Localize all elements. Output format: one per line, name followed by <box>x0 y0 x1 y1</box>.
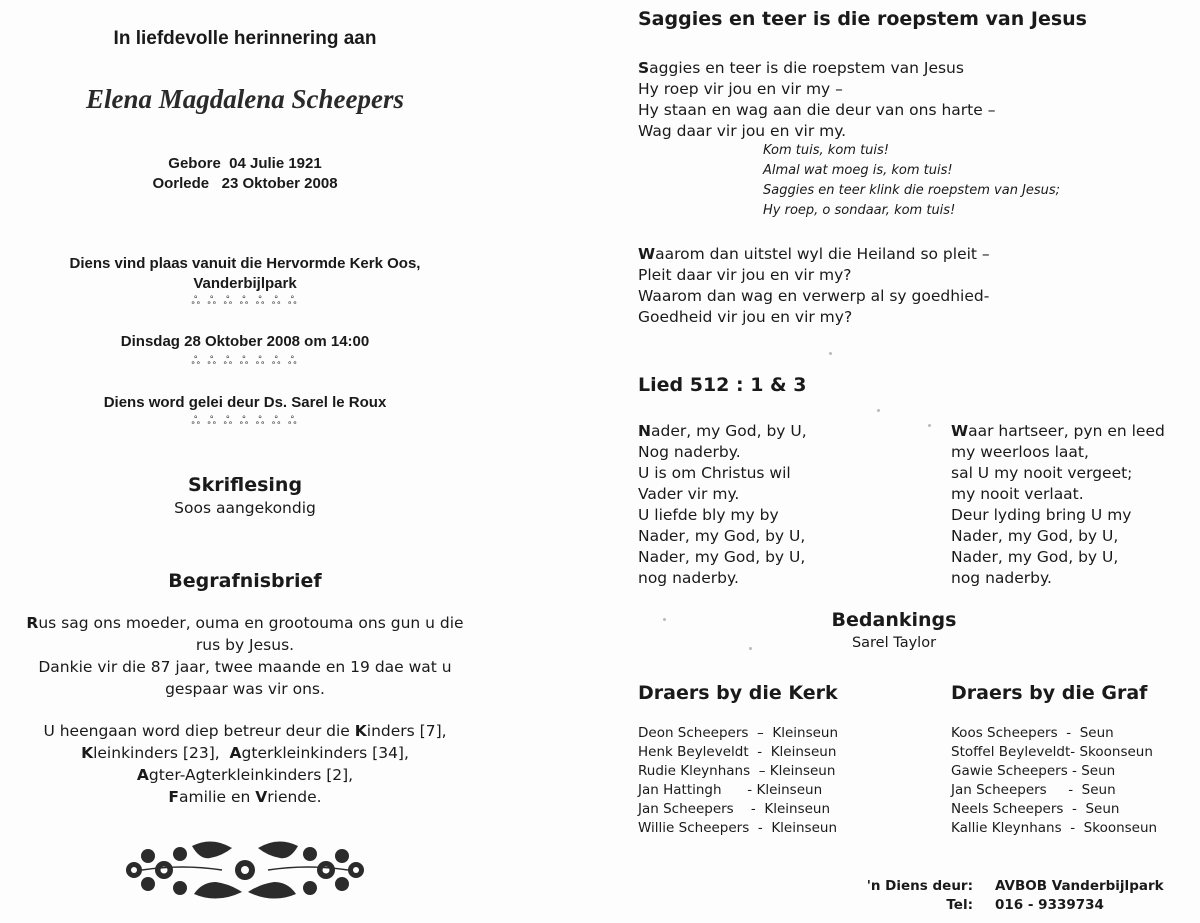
letter-paragraph-2: U heengaan word diep betreur deur die Kinders [7], Kleinkinders [23], Agterkleinkinders [34], Agter-Agterkleinkinders [2], Familie en Vriende. <box>43 722 447 806</box>
born-line: Gebore 04 Julie 1921 <box>168 155 322 172</box>
lied-verse-1: Nader, my God, by U, Nog naderby. U is om Christus wil Vader vir my. U liefde bly my by Nader, my God, by U, Nader, my God, by U, nog naderby. <box>638 422 807 587</box>
bearer-role: Seun <box>1079 725 1114 741</box>
bearer-role: Kleinseun <box>764 801 831 817</box>
bearer-name: Neels Scheepers <box>951 801 1064 817</box>
bearer-row <box>638 724 938 743</box>
thanks-name: Sarel Taylor <box>851 635 937 651</box>
deceased-name: Elena Magdalena Scheepers <box>85 84 404 114</box>
bearer-sep: - <box>1063 801 1086 817</box>
bearer-sep: - <box>1067 763 1082 779</box>
bearer-name: Gawie Scheepers <box>951 763 1068 779</box>
ornament-divider: ஃ ஃ ஃ ஃ ஃ ஃ ஃ <box>191 294 299 307</box>
bearer-row <box>638 762 938 781</box>
scan-speck <box>928 424 931 427</box>
bearer-sep: - <box>749 820 772 836</box>
venue-block: Diens vind plaas vanuit die Hervormde Kerk Oos, Vanderbijlpark <box>69 255 421 292</box>
bearer-role: Kleinseun <box>771 820 837 836</box>
letter-paragraph-1: Rus sag ons moeder, ouma en grootouma ons gun u die rus by Jesus. Dankie vir die 87 jaar, twee maande en 19 dae wat u gespaar was vir ons. <box>26 614 464 698</box>
bearer-row <box>638 781 938 800</box>
bearer-sep: - <box>748 744 771 760</box>
bearer-name: Kallie Kleynhans <box>951 820 1062 836</box>
bearer-sep: – <box>750 763 770 779</box>
service-by-label: 'n Diens deur: <box>866 878 973 894</box>
scan-speck <box>877 409 880 412</box>
bearer-role: Seun <box>1081 763 1116 779</box>
scan-speck <box>663 618 666 621</box>
reading-text: Soos aangekondig <box>174 499 316 517</box>
bearer-sep: - <box>1061 820 1084 836</box>
funeral-director-block <box>830 877 1196 915</box>
grave-bearers-title: Draers by die Graf <box>951 682 1148 704</box>
lied-title: Lied 512 : 1 & 3 <box>638 374 807 396</box>
bearer-row <box>638 819 938 838</box>
letter-title: Begrafnisbrief <box>168 570 322 592</box>
bearer-sep: - <box>733 801 765 817</box>
bearer-name: Jan Scheepers <box>638 801 734 817</box>
bearer-role: Kleinseun <box>769 763 836 779</box>
bearer-sep: - <box>1046 782 1082 798</box>
hymn-verse-1: Saggies en teer is die roepstem van Jesus Hy roep vir jou en vir my – Hy staan en wag aan die deur van ons harte – Wag daar vir jou en vir my. <box>638 59 996 140</box>
bearer-name: Henk Beyleveldt <box>638 744 749 760</box>
church-bearers-list <box>638 724 938 838</box>
ornament-divider: ஃ ஃ ஃ ஃ ஃ ஃ ஃ <box>191 354 299 367</box>
bearer-sep: - <box>1057 725 1080 741</box>
bearer-role: Skoonseun <box>1079 744 1153 760</box>
bearer-sep: - <box>1070 744 1080 760</box>
died-line: Oorlede 23 Oktober 2008 <box>152 175 338 192</box>
church-bearers-title: Draers by die Kerk <box>638 682 838 704</box>
bearer-row <box>951 762 1196 781</box>
bearer-role: Kleinseun <box>772 725 839 741</box>
bearer-row <box>951 800 1196 819</box>
hymn-verse-2: Waarom dan uitstel wyl die Heiland so pleit – Pleit daar vir jou en vir my? Waarom dan wag en verwerp al sy goedhied- Goedheid vir jou en vir my? <box>638 245 990 326</box>
bearer-role: Kleinseun <box>770 744 837 760</box>
bearer-role: Skoonseun <box>1083 820 1158 836</box>
scan-speck <box>749 647 752 650</box>
grave-bearers-list <box>951 724 1196 838</box>
bearer-name: Willie Scheepers <box>638 820 750 836</box>
scan-speck <box>829 352 832 355</box>
lied-verse-3: Waar hartseer, pyn en leed my weerloos laat, sal U my nooit vergeet; my nooit verlaat. Deur lyding bring U my Nader, my God, by U, Nader, my God, by U, nog naderby. <box>951 422 1165 587</box>
floral-ornament-icon <box>122 836 368 904</box>
bearer-row <box>638 743 938 762</box>
intro-heading: In liefdevolle herinnering aan <box>113 28 377 49</box>
bearer-row <box>638 800 938 819</box>
bearer-row <box>951 724 1196 743</box>
bearer-sep: – <box>748 725 773 741</box>
tel-value: 016 - 9339734 <box>995 897 1104 913</box>
bearer-name: Jan Scheepers <box>951 782 1047 798</box>
bearer-row <box>951 743 1196 762</box>
bearer-name: Koos Scheepers <box>951 725 1058 741</box>
reading-title: Skriflesing <box>187 474 303 496</box>
officiant-line: Diens word gelei deur Ds. Sarel le Roux <box>103 394 387 411</box>
thanks-title: Bedankings <box>831 609 957 631</box>
bearer-role: Seun <box>1085 801 1120 817</box>
dates-block <box>0 154 490 194</box>
hymn-chorus: Kom tuis, kom tuis! Almal wat moeg is, kom tuis! Saggies en teer klink die roepstem van Jesus; Hy roep, o sondaar, kom tuis! <box>763 143 1061 218</box>
bearer-name: Rudie Kleynhans <box>638 763 751 779</box>
hymn-title: Saggies en teer is die roepstem van Jesus <box>638 8 1087 30</box>
service-time: Dinsdag 28 Oktober 2008 om 14:00 <box>120 333 370 350</box>
bearer-name: Deon Scheepers <box>638 725 749 741</box>
tel-label: Tel: <box>946 897 973 913</box>
bearer-name: Jan Hattingh <box>638 782 722 798</box>
bearer-role: Seun <box>1081 782 1116 798</box>
bearer-name: Stoffel Beyleveldt <box>951 744 1071 760</box>
left-page <box>0 0 490 923</box>
service-by-value: AVBOB Vanderbijlpark <box>995 878 1164 894</box>
bearer-row <box>951 781 1196 800</box>
bearer-role: Kleinseun <box>756 782 823 798</box>
ornament-divider: ஃ ஃ ஃ ஃ ஃ ஃ ஃ <box>191 414 299 427</box>
bearer-sep: - <box>721 782 757 798</box>
bearer-row <box>951 819 1196 838</box>
